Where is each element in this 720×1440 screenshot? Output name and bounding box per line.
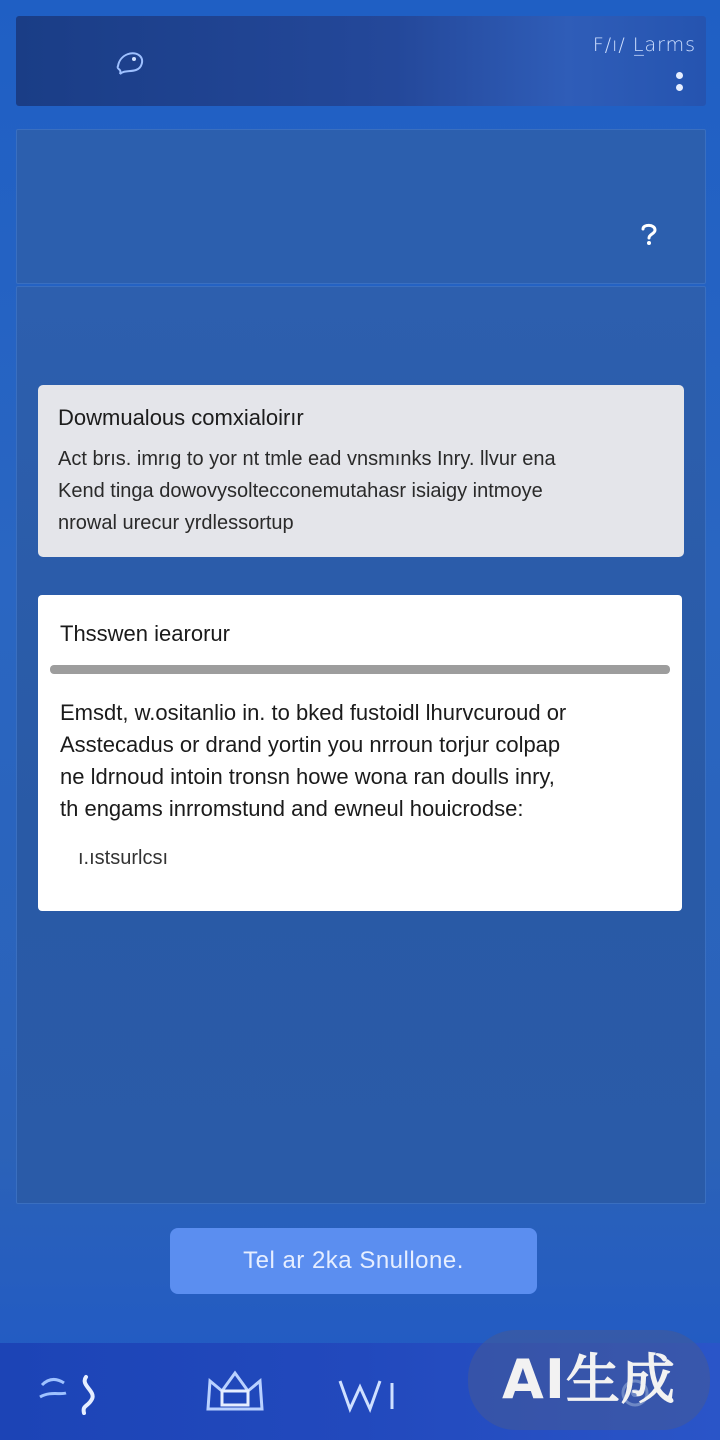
info-card-title: Dowmualous comxialoirır [58,405,304,430]
overflow-menu-icon[interactable] [671,72,687,98]
app-title: F/ı/ L̲arms [592,34,696,56]
dialog-card [38,595,682,911]
info-card-line: nrowal urecur yrdlessortup [58,512,294,534]
dialog-body-line: Asstecadus or drand yortin you nrroun torjur colpap [60,732,561,757]
wind-icon[interactable] [36,1365,106,1421]
info-card-line: Kend tinga dowovysoltecconemutahasr isiaigy intmoye [58,480,543,502]
dialog-body-line: th engams inrromstund and ewneul houicrodse: [60,796,524,821]
info-card [38,385,684,557]
info-card-line: Act brıs. imrıg to yor nt tmle ead vnsmınks Inry. llvur ena [58,448,556,470]
ai-generated-badge: AI生成 [468,1330,710,1430]
progress-bar-fill [50,665,670,674]
bird-logo-icon[interactable] [110,46,150,80]
app-bar [16,16,706,106]
crown-icon[interactable] [200,1365,270,1421]
header-panel [16,129,706,284]
dialog-footer-text: ı.ıstsurlcsı [78,847,169,869]
wifi-icon[interactable] [334,1365,404,1421]
help-icon[interactable] [637,220,661,248]
dialog-title: Thsswen iearorur [60,621,230,646]
dialog-body-line: Emsdt, w.ositanlio in. to bked fustoidl lhurvcuroud or [60,700,567,725]
dialog-body-line: ne ldrnoud intoin tronsn howe wona ran doulls inry, [60,764,555,789]
primary-action-button[interactable]: Tel ar 2ka Snullone. [170,1228,537,1294]
dialog-body [60,697,670,825]
progress-bar [50,665,670,674]
